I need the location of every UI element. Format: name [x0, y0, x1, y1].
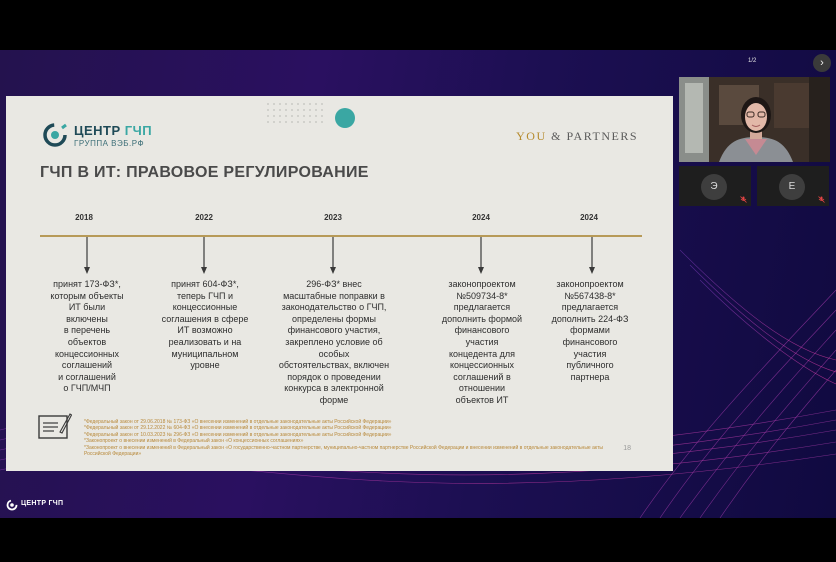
mic-muted-icon: [818, 196, 825, 203]
speaker-video-frame: [679, 77, 830, 162]
timeline-year: 2024: [580, 213, 598, 222]
brand-label: ЦЕНТР ГЧП: [21, 500, 64, 507]
timeline-arrow-icon: [82, 237, 92, 275]
participant-tile[interactable]: [679, 166, 751, 206]
decor-dots: [264, 100, 334, 126]
slide-pager: 1/2: [748, 58, 757, 64]
slide: [6, 96, 673, 471]
slide-title: ГЧП В ИТ: ПРАВОВОЕ РЕГУЛИРОВАНИЕ: [40, 164, 369, 181]
footnote: *Федеральный закон от 10.03.2023 № 296-ФЗ «О внесении изменений в отдельные законодательные акты Российской Федерации»: [84, 431, 392, 438]
center-gchp-logo-icon: [42, 122, 68, 148]
timeline-arrow-icon: [199, 237, 209, 275]
timeline-description: 296-ФЗ* внес масштабные поправки в законодательство о ГЧП, определены формы финансового участия, закреплено условие об особых обстоятельствах, включен порядок о проведении конкурса в электронной форме: [278, 279, 390, 405]
timeline-description: законопроектом №567438-8* предлагается дополнить 224-ФЗ формами финансового участия публичного партнера: [551, 279, 629, 382]
teal-dot-decor: [335, 108, 355, 128]
footnote: *Федеральный закон от 29.12.2022 № 604-ФЗ «О внесении изменений в отдельные законодательные акты Российской Федерации»: [84, 425, 392, 432]
mic-muted-icon: [740, 196, 747, 203]
timeline-year: 2022: [195, 213, 213, 222]
avatar: Е: [779, 174, 805, 200]
timeline-arrow-icon: [328, 237, 338, 275]
logo-title: ЦЕНТР ГЧП: [74, 123, 153, 138]
timeline-arrow-icon: [587, 237, 597, 275]
timeline-year: 2024: [472, 213, 490, 222]
avatar: Э: [701, 174, 727, 200]
timeline-description: принят 604-ФЗ*, теперь ГЧП и концессионные соглашения в сфере ИТ возможно реализовать и на муниципальном уровне: [161, 279, 249, 371]
speaker-video[interactable]: [679, 77, 830, 162]
timeline-description: законопроектом №509734-8* предлагается дополнить формой финансового участия концедента для концессионных соглашений в отношении объектов ИТ: [441, 279, 523, 405]
footnote: *Законопроект о внесении изменений в Федеральный закон «О концессионных соглашениях»: [84, 438, 304, 445]
document-pen-icon: [38, 410, 72, 440]
top-bar: [0, 0, 836, 50]
next-slide-button[interactable]: ›: [813, 54, 831, 72]
timeline-arrow-icon: [476, 237, 486, 275]
footnote: *Федеральный закон от 29.06.2018 № 173-ФЗ «О внесении изменений в отдельные законодательные акты Российской Федерации»: [84, 419, 392, 425]
timeline-year: 2023: [324, 213, 342, 222]
footnotes: [84, 419, 604, 457]
bottom-bar: [0, 518, 836, 562]
timeline-description: принят 173-ФЗ*, которым объекты ИТ были включены в перечень объектов концессионных соглашений и соглашений о ГЧП/МЧП: [50, 279, 124, 394]
logo-subtitle: ГРУППА ВЭБ.РФ: [74, 139, 145, 148]
timeline-line: [40, 235, 642, 237]
partner-logo: YOU & PARTNERS: [516, 129, 638, 143]
participant-tile[interactable]: [757, 166, 829, 206]
slide-page-number: 18: [623, 445, 631, 452]
timeline-year: 2018: [75, 213, 93, 222]
footnote: *Законопроект о внесении изменений в Федеральный закон «О государственно-частном партнерстве, муниципально-частном партнерстве Российской Федерации и внесении изменений в отдельные законодательные акты Российской Федерации»: [84, 444, 603, 458]
center-gchp-logo-icon: [6, 499, 18, 511]
